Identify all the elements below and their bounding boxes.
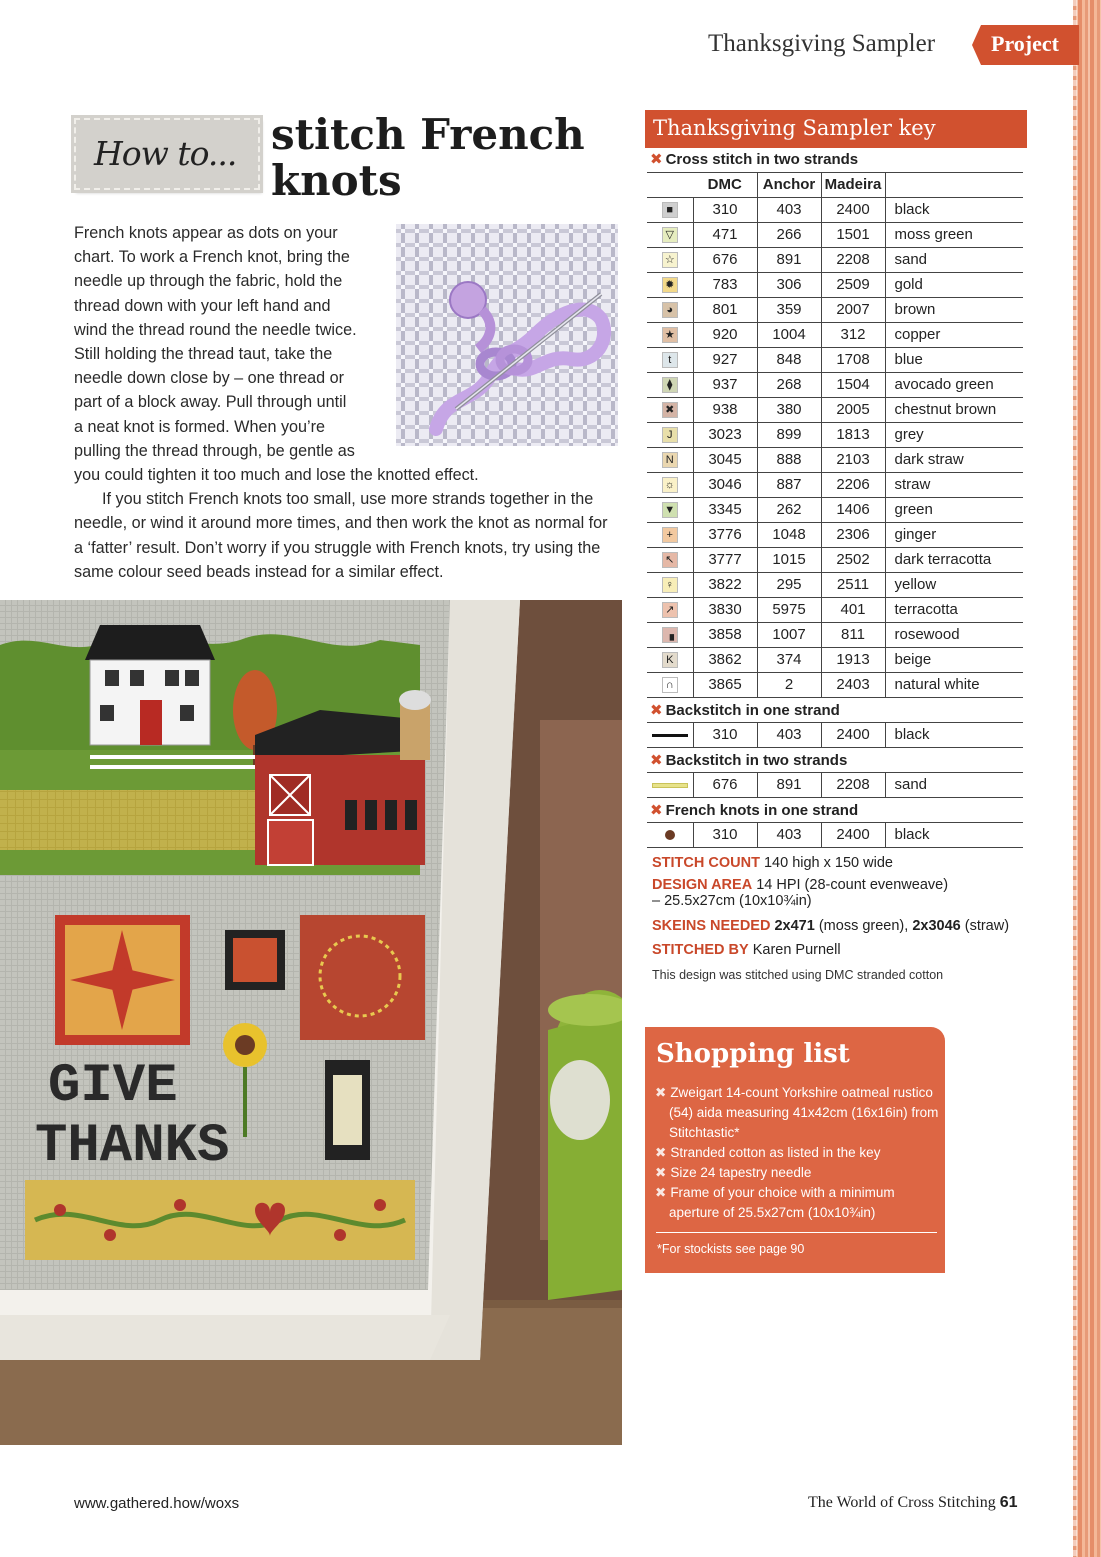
key-title: Thanksgiving Sampler key — [645, 110, 1027, 148]
para1 — [74, 221, 619, 487]
dmc-cell: 3830 — [693, 597, 757, 622]
key-row — [647, 272, 1023, 297]
dmc-cell: 920 — [693, 322, 757, 347]
cross-icon: ✖ — [650, 801, 663, 819]
key-row — [647, 597, 1023, 622]
dmc-cell: 3345 — [693, 497, 757, 522]
shopping-list — [645, 1027, 945, 1273]
anchor-cell: 1015 — [757, 547, 821, 572]
anchor-cell: 262 — [757, 497, 821, 522]
dmc-cell: 310 — [693, 822, 757, 847]
anchor-cell: 1007 — [757, 622, 821, 647]
para1-line: thread down with your left hand and — [74, 296, 331, 315]
dmc-cell: 937 — [693, 372, 757, 397]
madeira-cell: 2306 — [821, 522, 885, 547]
madeira-cell: 2208 — [821, 772, 885, 797]
key-row — [647, 222, 1023, 247]
anchor-cell: 1048 — [757, 522, 821, 547]
key-row-back2 — [647, 772, 1023, 797]
anchor-cell: 295 — [757, 572, 821, 597]
para1-line: pulling the thread through, be gentle as — [74, 441, 355, 460]
symbol-cell — [647, 422, 693, 447]
madeira-cell: 1813 — [821, 422, 885, 447]
para1-line: French knots appear as dots on your — [74, 224, 338, 242]
design-area-value-2: – 25.5x27cm (10x10¾in) — [652, 893, 812, 909]
name-cell: straw — [885, 472, 1023, 497]
symbol-cell — [647, 272, 693, 297]
anchor-cell: 374 — [757, 647, 821, 672]
design-area-value: 14 HPI (28-count evenweave) — [756, 877, 949, 893]
symbol-cell — [647, 522, 693, 547]
cross-icon: ✖ — [655, 1085, 667, 1100]
madeira-cell: 2005 — [821, 397, 885, 422]
framed-sampler-photo — [0, 600, 622, 1445]
para1-line: you could tighten it too much and lose the knotted effect. — [74, 466, 479, 485]
chart-symbol-icon: K — [662, 652, 678, 668]
chart-symbol-icon: ☆ — [662, 252, 678, 268]
key-rows — [647, 197, 1023, 697]
dmc-cell: 676 — [693, 247, 757, 272]
name-cell: natural white — [885, 672, 1023, 697]
name-cell: copper — [885, 322, 1023, 347]
symbol-cell — [647, 547, 693, 572]
symbol-cell — [647, 672, 693, 697]
skeins-2-name: (straw) — [964, 918, 1010, 934]
stitch-count-value: 140 high x 150 wide — [763, 855, 893, 871]
dmc-cell: 3865 — [693, 672, 757, 697]
section-label: Cross stitch in two strands — [665, 151, 859, 169]
chart-symbol-icon: N — [662, 452, 678, 468]
howto-label: How to... — [74, 118, 260, 190]
chart-symbol-icon: ■ — [662, 202, 678, 218]
anchor-cell: 403 — [757, 197, 821, 222]
key-row — [647, 372, 1023, 397]
stitched-by — [652, 942, 1052, 958]
col-madeira: Madeira — [821, 172, 885, 197]
key-table — [647, 147, 1023, 848]
key-row — [647, 622, 1023, 647]
key-row — [647, 497, 1023, 522]
chart-symbol-icon: + — [662, 527, 678, 543]
chart-symbol-icon: ☼ — [662, 477, 678, 493]
howto-body — [74, 221, 619, 584]
dmc-cell: 310 — [693, 722, 757, 747]
symbol-cell — [647, 222, 693, 247]
skeins-needed — [652, 918, 1052, 934]
chart-symbol-icon: ∩ — [662, 677, 678, 693]
symbol-cell — [647, 247, 693, 272]
name-cell: chestnut brown — [885, 397, 1023, 422]
key-header-row — [647, 172, 1023, 197]
madeira-cell: 2103 — [821, 447, 885, 472]
key-row-back1 — [647, 722, 1023, 747]
symbol-cell — [647, 372, 693, 397]
name-cell: brown — [885, 297, 1023, 322]
cross-icon: ✖ — [650, 151, 663, 169]
cross-icon: ✖ — [655, 1185, 667, 1200]
howto-title-line2: knots — [271, 156, 402, 205]
para1-line: part of a block away. Pull through until — [74, 393, 347, 412]
key-row-french — [647, 822, 1023, 847]
anchor-cell: 306 — [757, 272, 821, 297]
shopping-item — [655, 1163, 940, 1183]
anchor-cell: 1004 — [757, 322, 821, 347]
name-cell: dark terracotta — [885, 547, 1023, 572]
dmc-cell: 3023 — [693, 422, 757, 447]
key-section-french — [647, 797, 1023, 822]
anchor-cell: 2 — [757, 672, 821, 697]
madeira-cell: 2502 — [821, 547, 885, 572]
dmc-cell: 3046 — [693, 472, 757, 497]
name-cell: grey — [885, 422, 1023, 447]
stitched-by-value: Karen Purnell — [752, 942, 841, 958]
name-cell: black — [885, 197, 1023, 222]
dmc-cell: 3862 — [693, 647, 757, 672]
chart-symbol-icon: J — [662, 427, 678, 443]
decorative-stripe-edge — [1071, 0, 1077, 1557]
anchor-cell: 380 — [757, 397, 821, 422]
shopping-items — [655, 1083, 940, 1223]
key-section-cross — [647, 147, 1023, 172]
footer-magazine — [808, 1494, 1018, 1512]
madeira-cell: 1708 — [821, 347, 885, 372]
anchor-cell: 891 — [757, 772, 821, 797]
dmc-cell: 783 — [693, 272, 757, 297]
cross-icon: ✖ — [655, 1145, 667, 1160]
french-knot-dot-icon — [665, 830, 675, 840]
key-row — [647, 297, 1023, 322]
key-row — [647, 247, 1023, 272]
shopping-item-text: Stranded cotton as listed in the key — [670, 1145, 881, 1160]
madeira-cell: 2511 — [821, 572, 885, 597]
anchor-cell: 887 — [757, 472, 821, 497]
backstitch-black-icon — [652, 734, 688, 737]
shopping-item — [655, 1183, 940, 1223]
anchor-cell: 5975 — [757, 597, 821, 622]
chart-symbol-icon: ▽ — [662, 227, 678, 243]
backstitch-sand-icon — [652, 783, 688, 788]
section-label: Backstitch in two strands — [665, 751, 848, 769]
skeins-1-name: (moss green), — [818, 918, 909, 934]
name-cell: avocado green — [885, 372, 1023, 397]
symbol-cell — [647, 322, 693, 347]
para2: If you stitch French knots too small, use more strands together in the needle, or wind it around more times, and then work the knot as normal for a ‘fatter’ result. Don’t worry if you struggle with French knots, try using the same colour seed beads instead for a similar effect. — [74, 490, 608, 581]
skeins-label: SKEINS NEEDED — [652, 918, 771, 934]
dmc-cell: 3045 — [693, 447, 757, 472]
dmc-cell: 3776 — [693, 522, 757, 547]
name-cell: gold — [885, 272, 1023, 297]
dmc-cell: 801 — [693, 297, 757, 322]
key-row — [647, 322, 1023, 347]
symbol-cell — [647, 472, 693, 497]
photo-text-give: GIVE — [48, 1056, 178, 1117]
dmc-cell: 3822 — [693, 572, 757, 597]
stitch-count — [652, 855, 1052, 871]
para1-line: Still holding the thread taut, take the — [74, 345, 333, 364]
key-row — [647, 647, 1023, 672]
key-row — [647, 347, 1023, 372]
madeira-cell: 2403 — [821, 672, 885, 697]
madeira-cell: 1913 — [821, 647, 885, 672]
stitch-count-label: STITCH COUNT — [652, 855, 760, 871]
chart-symbol-icon: ✖ — [662, 402, 678, 418]
madeira-cell: 811 — [821, 622, 885, 647]
cross-icon: ✖ — [650, 701, 663, 719]
anchor-cell: 403 — [757, 722, 821, 747]
decorative-stripe — [1073, 0, 1101, 1557]
key-row — [647, 547, 1023, 572]
anchor-cell: 888 — [757, 447, 821, 472]
key-row — [647, 472, 1023, 497]
chart-symbol-icon: ↗ — [662, 602, 678, 618]
name-cell: rosewood — [885, 622, 1023, 647]
howto-title-line1: stitch French — [271, 110, 585, 159]
footer-url[interactable]: www.gathered.how/woxs — [74, 1495, 240, 1512]
chart-symbol-icon: ★ — [662, 327, 678, 343]
name-cell: moss green — [885, 222, 1023, 247]
key-row — [647, 397, 1023, 422]
chart-symbol-icon: ↖ — [662, 552, 678, 568]
madeira-cell: 1504 — [821, 372, 885, 397]
shopping-item — [655, 1143, 940, 1163]
header-title: Thanksgiving Sampler — [708, 30, 936, 57]
name-cell: yellow — [885, 572, 1023, 597]
name-cell: sand — [885, 247, 1023, 272]
symbol-cell — [647, 647, 693, 672]
symbol-cell — [647, 572, 693, 597]
header-badge: Project — [981, 25, 1079, 65]
key-section-back1 — [647, 697, 1023, 722]
key-row — [647, 447, 1023, 472]
anchor-cell: 899 — [757, 422, 821, 447]
name-cell: terracotta — [885, 597, 1023, 622]
para1-line: wind the thread round the needle twice. — [74, 320, 357, 339]
madeira-cell: 2400 — [821, 822, 885, 847]
shopping-footnote: *For stockists see page 90 — [657, 1242, 805, 1256]
symbol-cell — [647, 297, 693, 322]
dmc-cell: 927 — [693, 347, 757, 372]
chart-symbol-icon: ✹ — [662, 277, 678, 293]
shopping-item-text: Size 24 tapestry needle — [670, 1165, 812, 1180]
stitched-by-label: STITCHED BY — [652, 942, 749, 958]
name-cell: sand — [885, 772, 1023, 797]
symbol-cell — [647, 347, 693, 372]
dmc-cell: 310 — [693, 197, 757, 222]
dmc-cell: 3777 — [693, 547, 757, 572]
anchor-cell: 359 — [757, 297, 821, 322]
chart-symbol-icon: ♀ — [662, 577, 678, 593]
skeins-1: 2x471 — [774, 918, 815, 934]
skeins-2: 2x3046 — [912, 918, 961, 934]
col-dmc: DMC — [693, 172, 757, 197]
name-cell: green — [885, 497, 1023, 522]
col-anchor: Anchor — [757, 172, 821, 197]
anchor-cell: 268 — [757, 372, 821, 397]
key-row — [647, 522, 1023, 547]
key-row — [647, 572, 1023, 597]
para1-line: a neat knot is formed. When you’re — [74, 417, 326, 436]
madeira-cell: 2400 — [821, 722, 885, 747]
chart-symbol-icon: ⧫ — [662, 377, 678, 393]
key-row — [647, 197, 1023, 222]
symbol-cell — [647, 597, 693, 622]
anchor-cell: 891 — [757, 247, 821, 272]
name-cell: beige — [885, 647, 1023, 672]
dmc-cell: 938 — [693, 397, 757, 422]
key-row — [647, 422, 1023, 447]
name-cell: blue — [885, 347, 1023, 372]
design-area-label: DESIGN AREA — [652, 877, 753, 893]
symbol-cell — [647, 622, 693, 647]
madeira-cell: 2206 — [821, 472, 885, 497]
howto-title — [271, 112, 611, 204]
cross-icon: ✖ — [650, 751, 663, 769]
cross-icon: ✖ — [655, 1165, 667, 1180]
madeira-cell: 2400 — [821, 197, 885, 222]
stitch-note: This design was stitched using DMC stranded cotton — [652, 968, 944, 982]
name-cell: black — [885, 722, 1023, 747]
madeira-cell: 1406 — [821, 497, 885, 522]
para1-line: chart. To work a French knot, bring the — [74, 248, 350, 267]
anchor-cell: 403 — [757, 822, 821, 847]
symbol-cell — [647, 397, 693, 422]
name-cell: ginger — [885, 522, 1023, 547]
photo-text-thanks: THANKS — [35, 1116, 230, 1177]
symbol-cell — [647, 497, 693, 522]
name-cell: black — [885, 822, 1023, 847]
chart-symbol-icon: ▗ — [662, 627, 678, 643]
dmc-cell: 676 — [693, 772, 757, 797]
madeira-cell: 1501 — [821, 222, 885, 247]
design-area — [652, 877, 1052, 909]
shopping-item-text: Frame of your choice with a minimum aperture of 25.5x27cm (10x10¾in) — [669, 1185, 895, 1220]
symbol-cell — [647, 447, 693, 472]
madeira-cell: 2509 — [821, 272, 885, 297]
para1-line: needle up through the fabric, hold the — [74, 272, 343, 291]
name-cell: dark straw — [885, 447, 1023, 472]
shopping-title: Shopping list — [656, 1039, 850, 1069]
anchor-cell: 266 — [757, 222, 821, 247]
madeira-cell: 2007 — [821, 297, 885, 322]
madeira-cell: 2208 — [821, 247, 885, 272]
key-section-back2 — [647, 747, 1023, 772]
dmc-cell: 3858 — [693, 622, 757, 647]
madeira-cell: 312 — [821, 322, 885, 347]
anchor-cell: 848 — [757, 347, 821, 372]
magazine-name: The World of Cross Stitching — [808, 1494, 996, 1511]
page-number: 61 — [999, 1494, 1018, 1511]
para1-line: needle down close by – one thread or — [74, 369, 344, 388]
shopping-item — [655, 1083, 940, 1143]
section-label: Backstitch in one strand — [665, 701, 840, 719]
madeira-cell: 401 — [821, 597, 885, 622]
dmc-cell: 471 — [693, 222, 757, 247]
section-label: French knots in one strand — [665, 801, 859, 819]
chart-symbol-icon: ◕ — [662, 302, 678, 318]
shopping-item-text: Zweigart 14-count Yorkshire oatmeal rustico (54) aida measuring 41x42cm (16x16in) from Stitchtastic* — [669, 1085, 939, 1140]
symbol-cell — [647, 197, 693, 222]
chart-symbol-icon: ▼ — [662, 502, 678, 518]
chart-symbol-icon: t — [662, 352, 678, 368]
key-row — [647, 672, 1023, 697]
